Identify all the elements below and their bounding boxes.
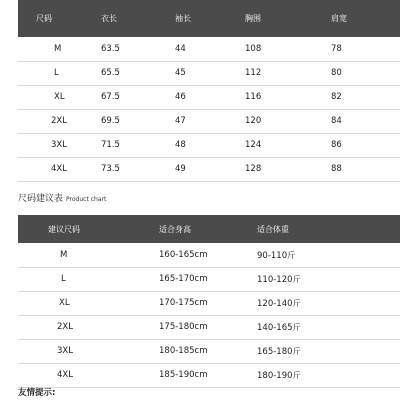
table-row	[18, 61, 400, 85]
section-heading	[18, 191, 106, 204]
table-row	[18, 109, 400, 133]
chest-cell: 116	[245, 92, 262, 102]
header-shoulder: 肩宽	[331, 14, 347, 23]
recommend-size-table	[18, 215, 400, 388]
table-row	[18, 85, 400, 109]
header-weight: 适合体重	[257, 224, 289, 234]
header-chest: 胸围	[245, 14, 261, 23]
size-cell: 4XL	[57, 370, 73, 380]
header-height: 适合身高	[159, 224, 191, 234]
header-suggested-size: 建议尺码	[48, 224, 80, 234]
size-cell: L	[61, 274, 66, 284]
height-cell: 185-190cm	[159, 370, 208, 380]
length-cell: 73.5	[101, 164, 120, 174]
size-cell: XL	[59, 298, 70, 308]
shoulder-cell: 78	[331, 43, 342, 54]
section-subtitle: Product chart	[66, 196, 107, 203]
table-row	[18, 157, 400, 181]
table-row	[18, 315, 400, 339]
size-cell: 4XL	[51, 164, 67, 174]
size-cell: XL	[54, 92, 65, 102]
table-row	[18, 363, 400, 387]
sleeve-cell: 49	[175, 164, 186, 174]
chest-cell: 124	[245, 140, 262, 150]
chest-cell: 120	[245, 116, 262, 126]
weight-cell: 90-110斤	[257, 250, 296, 261]
sleeve-cell: 46	[175, 92, 186, 102]
weight-cell: 110-120斤	[257, 275, 302, 285]
length-cell: 71.5	[101, 140, 120, 150]
chest-cell: 128	[245, 164, 262, 174]
height-cell: 160-165cm	[159, 249, 208, 260]
size-cell: 3XL	[57, 346, 73, 356]
weight-cell: 120-140斤	[257, 299, 302, 309]
sleeve-cell: 45	[175, 68, 186, 78]
header-size: 尺码	[36, 14, 52, 23]
weight-cell: 180-190斤	[257, 371, 302, 381]
length-cell: 67.5	[101, 92, 120, 102]
chest-cell: 108	[245, 43, 262, 54]
length-cell: 69.5	[101, 116, 120, 126]
shoulder-cell: 88	[331, 164, 342, 174]
weight-cell: 140-165斤	[257, 323, 302, 333]
shoulder-cell: 82	[331, 92, 342, 102]
shoulder-cell: 84	[331, 116, 342, 126]
height-cell: 165-170cm	[159, 274, 208, 284]
size-chart-table	[18, 0, 400, 182]
size-cell: 3XL	[51, 140, 67, 150]
size-cell: 2XL	[51, 116, 67, 126]
height-cell: 180-185cm	[159, 346, 208, 356]
size-cell: L	[54, 68, 59, 78]
height-cell: 175-180cm	[159, 322, 208, 332]
table-row	[18, 291, 400, 315]
shoulder-cell: 80	[331, 68, 342, 78]
recommend-header-row	[18, 215, 400, 243]
size-chart-header-row	[18, 0, 400, 37]
header-length: 衣长	[101, 14, 117, 23]
table-row	[18, 339, 400, 363]
length-cell: 65.5	[101, 68, 120, 78]
size-cell: 2XL	[57, 322, 73, 332]
sleeve-cell: 48	[175, 140, 186, 150]
size-cell: M	[54, 43, 62, 54]
sleeve-cell: 47	[175, 116, 186, 126]
weight-cell: 165-180斤	[257, 347, 302, 357]
table-row	[18, 267, 400, 291]
section-title: 尺码建议表	[18, 194, 64, 204]
chest-cell: 112	[245, 68, 262, 78]
height-cell: 170-175cm	[159, 298, 208, 308]
length-cell: 63.5	[101, 43, 120, 54]
note-title: 友情提示:	[18, 388, 56, 398]
table-row	[18, 37, 400, 61]
shoulder-cell: 86	[331, 140, 342, 150]
size-cell: M	[60, 249, 68, 260]
table-row	[18, 243, 400, 267]
table-row	[18, 133, 400, 157]
sleeve-cell: 44	[175, 43, 186, 54]
header-sleeve: 袖长	[175, 14, 191, 23]
